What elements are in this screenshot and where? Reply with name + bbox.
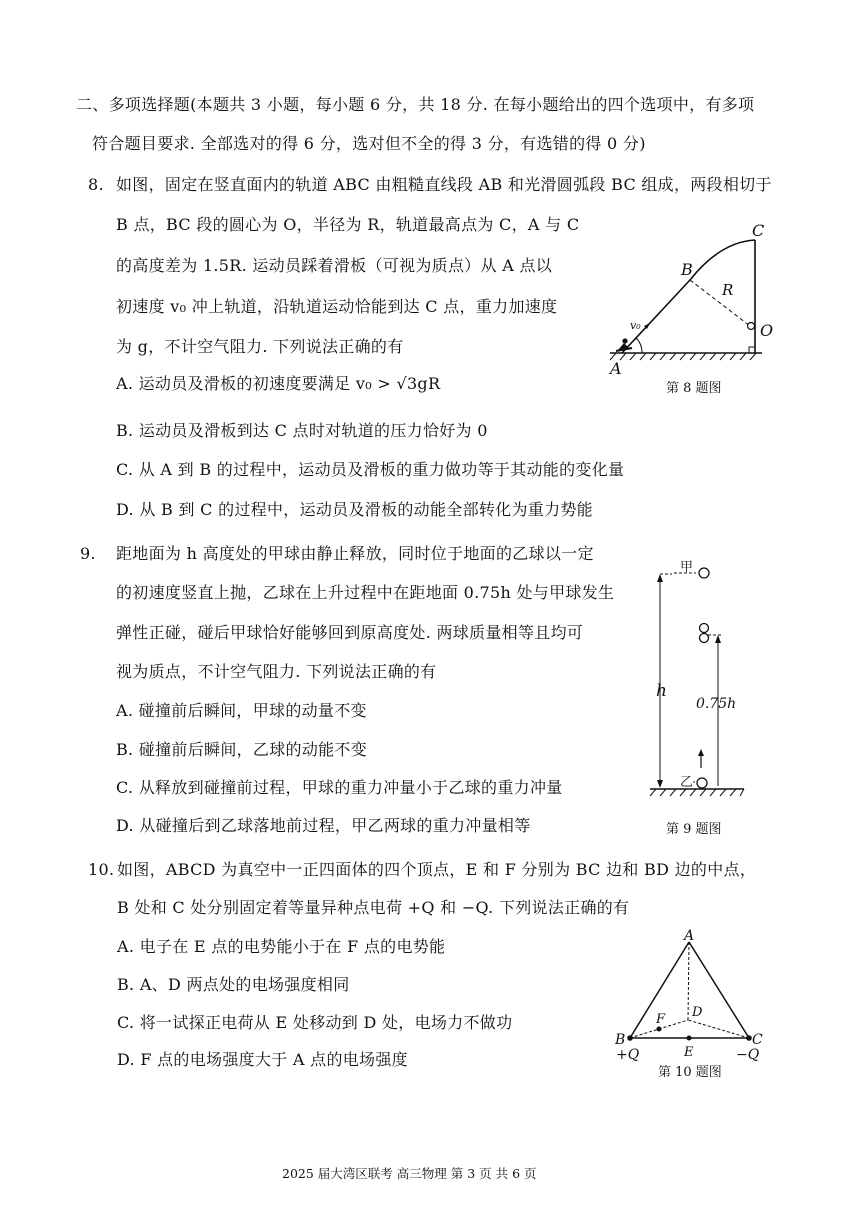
q8-track-arc-bc [690, 240, 755, 280]
q10-stem-line-2: B 处和 C 处分别固定着等量异种点电荷 +Q 和 −Q. 下列说法正确的有 [117, 898, 630, 917]
q9-label-h: h [656, 681, 667, 701]
q10-point-e [687, 1036, 692, 1041]
q9-label-yi: 乙 [680, 775, 694, 790]
q8-label-r: R [722, 281, 734, 299]
q9-figure-caption: 第 9 题图 [666, 822, 722, 837]
q10-number: 10. [88, 860, 115, 879]
q9-option-b: B. 碰撞前后瞬间，乙球的动能不变 [116, 740, 368, 759]
q9-ball-jia [699, 568, 709, 578]
q10-stem-line-1: 如图，ABCD 为真空中一正四面体的四个顶点，E 和 F 分别为 BC 边和 BD 边的中点， [117, 860, 757, 879]
q10-label-c: C [752, 1032, 763, 1048]
q10-label-minus-q: −Q [736, 1047, 760, 1063]
q10-label-e: E [684, 1045, 694, 1060]
q10-option-a: A. 电子在 E 点的电势能小于在 F 点的电势能 [117, 937, 446, 956]
q8-number: 8. [88, 175, 104, 194]
q10-label-f: F [656, 1012, 666, 1027]
q10-point-c [746, 1035, 752, 1041]
q8-label-c: C [752, 221, 765, 240]
q9-label-jia: 甲 [680, 560, 694, 575]
q8-stem-line-5: 为 g，不计空气阻力. 下列说法正确的有 [116, 337, 404, 356]
q8-label-o: O [760, 321, 774, 340]
q10-figure-caption: 第 10 题图 [658, 1065, 722, 1080]
q9-option-c: C. 从释放到碰撞前过程，甲球的重力冲量小于乙球的重力冲量 [116, 778, 563, 797]
q10-label-a: A [684, 928, 695, 944]
page-footer: 2025 届大湾区联考 高三物理 第 3 页 共 6 页 [282, 1166, 537, 1181]
q8-label-b: B [681, 260, 693, 279]
q8-stem-line-3: 的高度差为 1.5R. 运动员踩着滑板（可视为质点）从 A 点以 [116, 256, 553, 275]
q8-stem-line-2: B 点，BC 段的圆心为 O，半径为 R，轨道最高点为 C，A 与 C [116, 215, 580, 234]
q10-label-b: B [615, 1032, 626, 1048]
q8-label-v0: v₀ [630, 319, 641, 332]
q8-option-c: C. 从 A 到 B 的过程中，运动员及滑板的重力做功等于其动能的变化量 [116, 460, 625, 479]
q8-option-b: B. 运动员及滑板到达 C 点时对轨道的压力恰好为 0 [116, 421, 488, 440]
q8-stem-line-4: 初速度 v₀ 冲上轨道，沿轨道运动恰能到达 C 点，重力加速度 [116, 297, 558, 316]
q8-option-a: A. 运动员及滑板的初速度要满足 v₀ > √3gR [116, 374, 441, 393]
q8-center-o [748, 323, 755, 330]
q10-figure [612, 928, 772, 1068]
q10-option-d: D. F 点的电场强度大于 A 点的电场强度 [117, 1050, 408, 1069]
q9-label-075h: 0.75h [696, 696, 737, 712]
q8-radius-line [690, 280, 750, 326]
q9-figure [640, 556, 760, 806]
q9-option-d: D. 从碰撞后到乙球落地前过程，甲乙两球的重力冲量相等 [116, 816, 531, 835]
section-title: 二、多项选择题(本题共 3 小题，每小题 6 分，共 18 分. 在每小题给出的四个选项中，有多项 [76, 95, 755, 114]
q9-stem-line-2: 的初速度竖直上抛，乙球在上升过程中在距地面 0.75h 处与甲球发生 [116, 583, 615, 602]
section-instructions: 符合题目要求. 全部选对的得 6 分，选对但不全的得 3 分，有选错的得 0 分) [92, 134, 646, 153]
q9-ball-collision-top [700, 624, 709, 633]
q9-number: 9. [80, 544, 96, 563]
q8-label-a: A [610, 359, 622, 378]
q10-point-b [627, 1035, 633, 1041]
q10-point-f [657, 1027, 662, 1032]
q9-stem-line-3: 弹性正碰，碰后甲球恰好能够回到原高度处. 两球质量相等且均可 [116, 623, 584, 642]
q10-label-d: D [692, 1005, 703, 1020]
q9-ball-collision-bottom [700, 634, 709, 643]
q8-figure-caption: 第 8 题图 [666, 381, 722, 396]
q8-track-ab [622, 280, 690, 353]
q9-stem-line-1: 距地面为 h 高度处的甲球由静止释放，同时位于地面的乙球以一定 [116, 544, 594, 563]
q10-label-plus-q: +Q [616, 1047, 640, 1063]
q8-option-d: D. 从 B 到 C 的过程中，运动员及滑板的动能全部转化为重力势能 [116, 500, 593, 519]
q9-ball-yi [697, 778, 707, 788]
q9-option-a: A. 碰撞前后瞬间，甲球的动量不变 [116, 701, 367, 720]
q10-option-b: B. A、D 两点处的电场强度相同 [117, 975, 350, 994]
q8-figure [600, 222, 780, 392]
q8-stem-line-1: 如图，固定在竖直面内的轨道 ABC 由粗糙直线段 AB 和光滑圆弧段 BC 组成，两段相切于 [116, 175, 772, 194]
q10-option-c: C. 将一试探正电荷从 E 处移动到 D 处，电场力不做功 [117, 1013, 513, 1032]
q9-stem-line-4: 视为质点，不计空气阻力. 下列说法正确的有 [116, 662, 437, 681]
